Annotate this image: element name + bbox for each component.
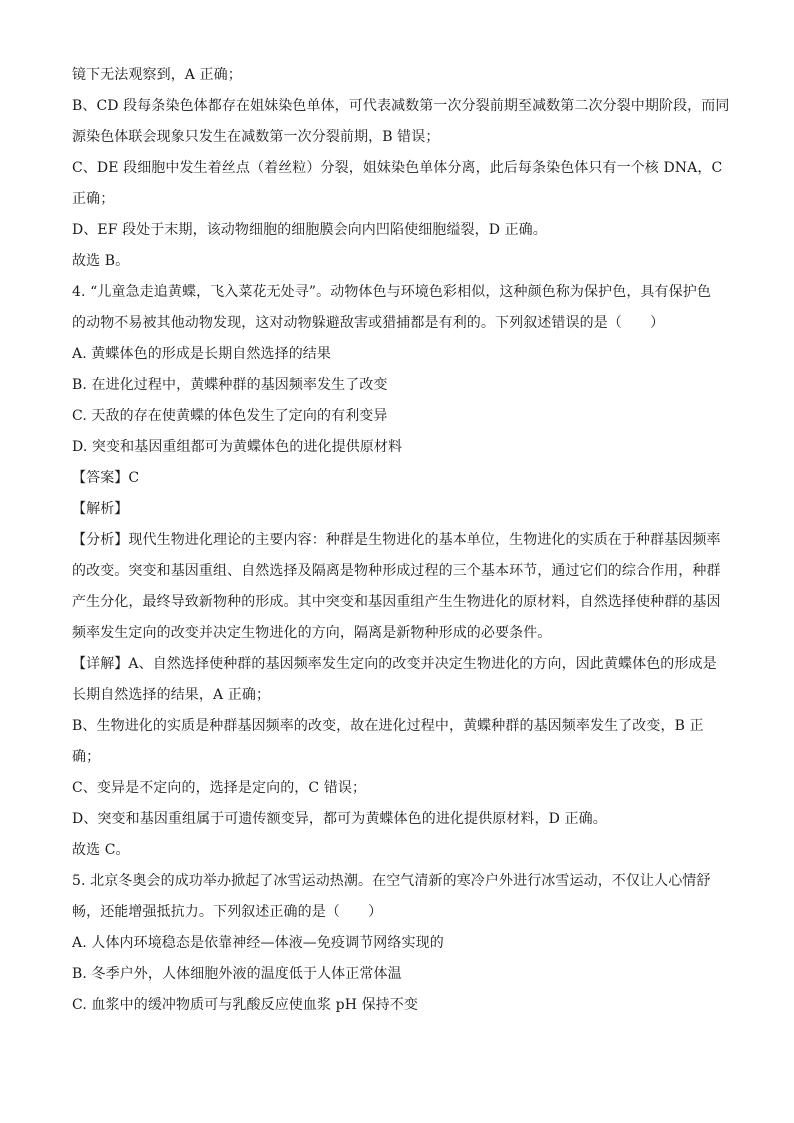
question-4-stem: 的动物不易被其他动物发现，这对动物躲避敌害或猎捕都是有利的。下列叙述错误的是（ ） [72, 315, 665, 331]
analysis-text: 的改变。突变和基因重组、自然选择及隔离是物种形成过程的三个基本环节，通过它们的综合作用，种群 [72, 563, 721, 579]
option-c: C. 天敌的存在使黄蝶的体色发生了定向的有利变异 [72, 408, 388, 424]
option-d: D. 突变和基因重组都可为黄蝶体色的进化提供原材料 [72, 439, 403, 455]
detail-text: C、变异是不定向的，选择是定向的，C 错误； [72, 780, 367, 796]
question-5-stem: 5. 北京冬奥会的成功举办掀起了冰雪运动热潮。在空气清新的寒冷户外进行冰雪运动，不仅让人心情舒 [72, 873, 711, 889]
text-line: C、DE 段细胞中发生着丝点（着丝粒）分裂，姐妹染色单体分离，此后每条染色体只有一个核 DNA，C [72, 160, 723, 176]
text-line: B、CD 段每条染色体都存在姐妹染色单体，可代表减数第一次分裂前期至减数第二次分裂中期阶段，而同 [72, 98, 730, 114]
answer-label: 【答案】C [72, 470, 140, 486]
question-5-stem: 畅，还能增强抵抗力。下列叙述正确的是（ ） [72, 904, 383, 920]
option-a: A. 黄蝶体色的形成是长期自然选择的结果 [72, 346, 332, 362]
option-c: C. 血浆中的缓冲物质可与乳酸反应使血浆 pH 保持不变 [72, 997, 418, 1013]
text-line: 故选 B。 [72, 253, 130, 269]
detail-text: D、突变和基因重组属于可遗传额变异，都可为黄蝶体色的进化提供原材料，D 正确。 [72, 811, 607, 827]
option-a: A. 人体内环境稳态是依靠神经—体液—免疫调节网络实现的 [72, 935, 444, 951]
analysis-label: 【解析】 [72, 501, 129, 517]
text-line: 正确； [72, 191, 115, 207]
question-4-stem: 4. “儿童急走追黄蝶，飞入菜花无处寻”。动物体色与环境色彩相似，这种颜色称为保护色，具有保护色 [72, 284, 711, 300]
text-line: 源染色体联会现象只发生在减数第一次分裂前期，B 错误； [72, 129, 440, 145]
detail-text: 长期自然选择的结果，A 正确； [72, 687, 271, 703]
text-line: D、EF 段处于末期，该动物细胞的细胞膜会向内凹陷使细胞缢裂，D 正确。 [72, 222, 547, 238]
text-line: 镜下无法观察到，A 正确； [72, 67, 242, 83]
document-body [72, 60, 732, 1021]
detail-text: 【详解】A、自然选择使种群的基因频率发生定向的改变并决定生物进化的方向，因此黄蝶体色的形成是 [72, 656, 717, 672]
analysis-text: 频率发生定向的改变并决定生物进化的方向，隔离是新物种形成的必要条件。 [72, 625, 552, 641]
analysis-text: 产生分化，最终导致新物种的形成。其中突变和基因重组产生生物进化的原材料，自然选择使种群的基因 [72, 594, 721, 610]
option-b: B. 冬季户外，人体细胞外液的温度低于人体正常体温 [72, 966, 402, 982]
detail-text: 故选 C。 [72, 842, 130, 858]
analysis-text: 【分析】现代生物进化理论的主要内容：种群是生物进化的基本单位，生物进化的实质在于种群基因频率 [72, 532, 721, 548]
detail-text: 确； [72, 749, 101, 765]
option-b: B. 在进化过程中，黄蝶种群的基因频率发生了改变 [72, 377, 388, 393]
detail-text: B、生物进化的实质是种群基因频率的改变，故在进化过程中，黄蝶种群的基因频率发生了改变，B 正 [72, 718, 704, 734]
